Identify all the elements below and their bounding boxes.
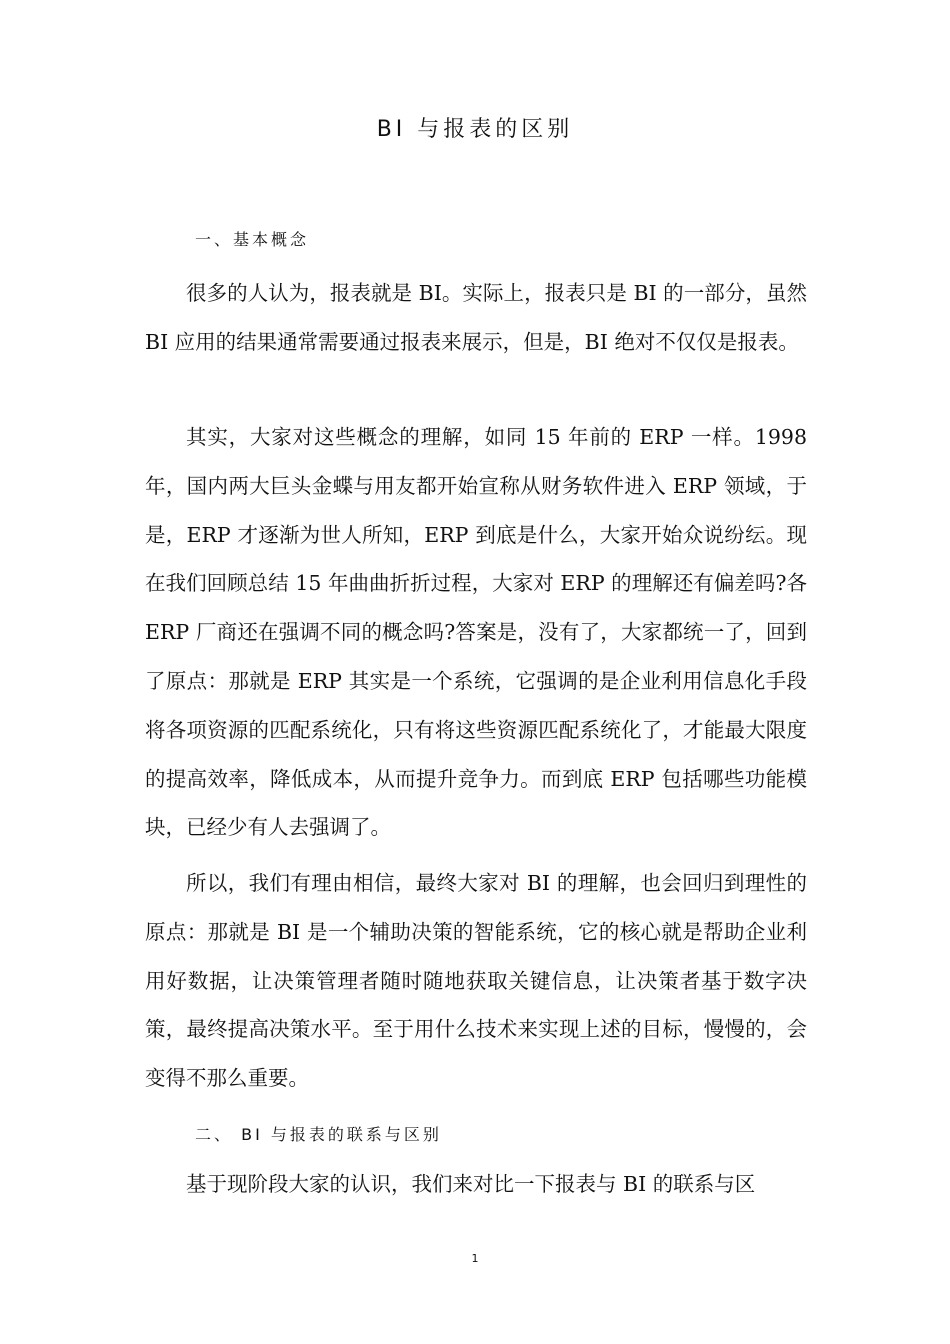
- document-title: BI 与报表的区别: [376, 117, 574, 142]
- paragraph-text: 其实，大家对这些概念的理解，如同 15 年前的 ERP 一样。1998 年，国内两大巨头金蝶与用友都开始宣称从财务软件进入 ERP 领域，于是，ERP 才逐渐为世人所知，ERP 到底是什么，大家开始众说纷纭。现在我们回顾总结 15 年曲曲折折过程，大家对 ERP 的理解还有偏差吗?各 ERP 厂商还在强调不同的概念吗?答案是，没有了，大家都统一了，回到了原点：那就是 ERP 其实是一个系统，它强调的是企业利用信息化手段将各项资源的匹配系统化，只有将这些资源匹配系统化了，才能最大限度的提高效率，降低成本，从而提升竞争力。而到底 ERP 包括哪些功能模块，已经少有人去强调了。: [145, 425, 807, 840]
- paragraph-comparison-intro: [145, 1160, 807, 1209]
- paragraph-report-not-bi: [145, 269, 807, 367]
- paragraph-bi-essence: [145, 859, 807, 1103]
- section-heading-basic-concepts: 一、基本概念: [195, 230, 310, 249]
- paragraph-erp-history: [145, 413, 807, 852]
- section-heading-bi-vs-report: 二、 BI 与报表的联系与区别: [195, 1125, 442, 1144]
- paragraph-text: 基于现阶段大家的认识，我们来对比一下报表与 BI 的联系与区: [186, 1172, 756, 1196]
- page-number: 1: [471, 1252, 479, 1265]
- paragraph-text: 所以，我们有理由相信，最终大家对 BI 的理解，也会回归到理性的原点：那就是 BI 是一个辅助决策的智能系统，它的核心就是帮助企业利用好数据，让决策管理者随时随地获取关键信息，让决策者基于数字决策，最终提高决策水平。至于用什么技术来实现上述的目标，慢慢的，会变得不那么重要。: [145, 871, 807, 1091]
- paragraph-text: 很多的人认为，报表就是 BI。实际上，报表只是 BI 的一部分，虽然 BI 应用的结果通常需要通过报表来展示，但是，BI 绝对不仅仅是报表。: [145, 281, 807, 354]
